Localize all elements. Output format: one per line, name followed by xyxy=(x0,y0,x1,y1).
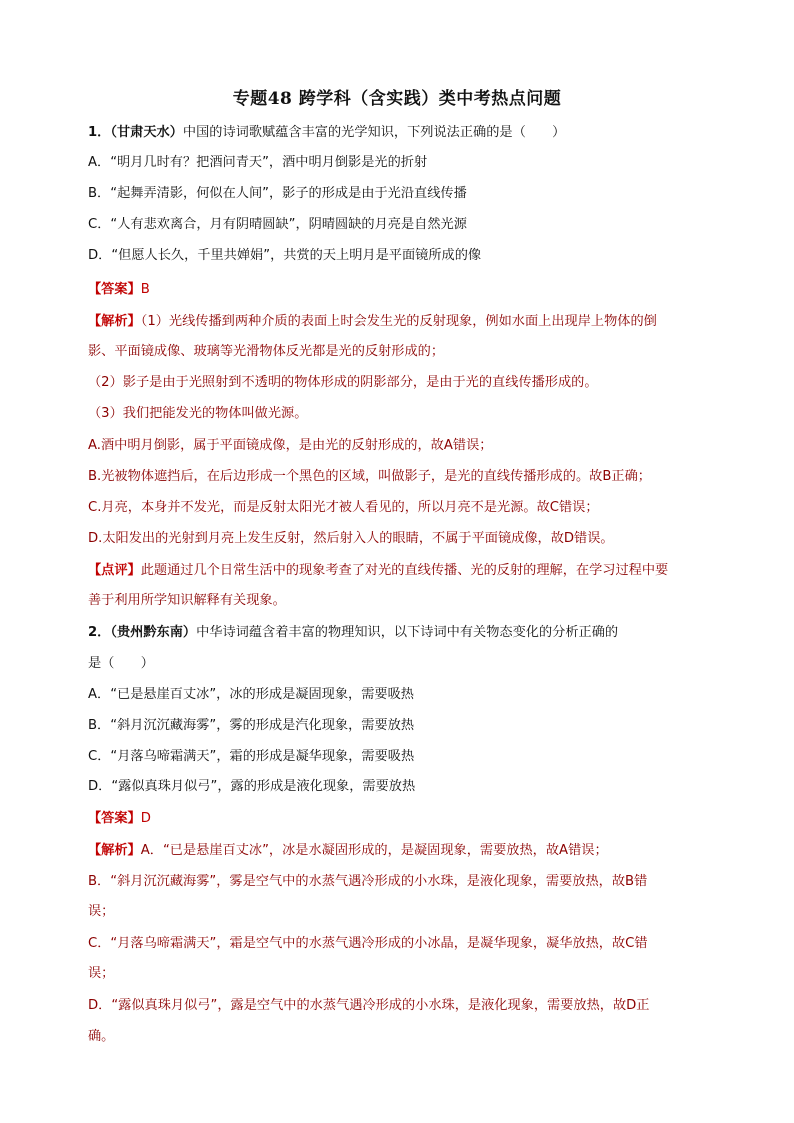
answer-tag: 【答案】 xyxy=(88,811,141,826)
q1-number: 1． xyxy=(88,125,111,140)
q1-comment-line-2: 善于利用所学知识解释有关现象。 xyxy=(88,593,286,608)
q2-option-d: D．“露似真珠月似弓”，露的形成是液化现象，需要放热 xyxy=(88,779,416,794)
answer-tag: 【答案】 xyxy=(88,282,141,297)
page-title: 专题48 跨学科（含实践）类中考热点问题 xyxy=(232,89,562,109)
analysis-tag: 【解析】 xyxy=(88,314,141,329)
q1-comment-line-1 xyxy=(88,561,668,581)
q2-analysis-line-1 xyxy=(88,841,608,861)
q1-analysis-line-7: C.月亮，本身并不发光，而是反射太阳光才被人看见的，所以月亮不是光源。故C错误； xyxy=(88,500,599,515)
analysis-tag: 【解析】 xyxy=(88,843,141,858)
q2-analysis-line-6: D．“露似真珠月似弓”，露是空气中的水蒸气遇冷形成的小水珠，是液化现象，需要放热，故D正 xyxy=(88,998,650,1013)
analysis-text: （1）光线传播到两种介质的表面上时会发生光的反射现象，例如水面上出现岸上物体的倒 xyxy=(140,314,657,329)
q2-number: 2． xyxy=(88,625,111,640)
q2-answer-line xyxy=(88,809,151,829)
q2-analysis-line-7: 确。 xyxy=(88,1029,115,1044)
q1-answer: B xyxy=(140,282,150,297)
q1-source: （甘肃天水） xyxy=(110,125,183,140)
q1-option-c: C．“人有悲欢离合，月有阴晴圆缺”，阴晴圆缺的月亮是自然光源 xyxy=(88,217,467,232)
comment-tag: 【点评】 xyxy=(88,563,141,578)
q2-analysis-line-5: 误； xyxy=(88,966,115,981)
q1-option-a: A．“明月几时有？把酒问青天”，酒中明月倒影是光的折射 xyxy=(88,155,428,170)
q2-analysis-line-4: C．“月落乌啼霜满天”，霜是空气中的水蒸气遇冷形成的小冰晶，是凝华现象，凝华放热，故C错 xyxy=(88,936,648,951)
q2-stem-cont: 是（ ） xyxy=(88,656,154,671)
q1-option-d: D．“但愿人长久，千里共婵娟”，共赏的天上明月是平面镜所成的像 xyxy=(88,248,482,263)
q1-stem-line xyxy=(88,123,565,143)
q1-analysis-line-3: （2）影子是由于光照射到不透明的物体形成的阴影部分，是由于光的直线传播形成的。 xyxy=(88,375,598,390)
q2-stem: 中华诗词蕴含着丰富的物理知识，以下诗词中有关物态变化的分析正确的 xyxy=(196,625,619,640)
q1-option-b: B．“起舞弄清影，何似在人间”，影子的形成是由于光沿直线传播 xyxy=(88,186,467,201)
q2-source: （贵州黔东南） xyxy=(110,625,197,640)
q2-stem-line xyxy=(88,623,618,643)
q1-stem: 中国的诗词歌赋蕴含丰富的光学知识，下列说法正确的是（ ） xyxy=(182,125,566,140)
q1-analysis-line-8: D.太阳发出的光射到月亮上发生反射，然后射入人的眼睛，不属于平面镜成像，故D错误。 xyxy=(88,531,614,546)
q2-option-b: B．“斜月沉沉藏海雾”，雾的形成是汽化现象，需要放热 xyxy=(88,718,415,733)
q1-analysis-line-4: （3）我们把能发光的物体叫做光源。 xyxy=(88,406,308,421)
q2-analysis-line-2: B．“斜月沉沉藏海雾”，雾是空气中的水蒸气遇冷形成的小水珠，是液化现象，需要放热，故B错 xyxy=(88,874,648,889)
q1-analysis-line-6: B.光被物体遮挡后，在后边形成一个黑色的区域，叫做影子，是光的直线传播形成的。故B正确； xyxy=(88,469,651,484)
q1-analysis-line-5: A.酒中明月倒影，属于平面镜成像，是由光的反射形成的，故A错误； xyxy=(88,438,493,453)
q1-analysis-line-2: 影、平面镜成像、玻璃等光滑物体反光都是光的反射形成的； xyxy=(88,344,445,359)
analysis-text: A．“已是悬崖百丈冰”，冰是水凝固形成的，是凝固现象，需要放热，故A错误； xyxy=(140,843,608,858)
q2-answer: D xyxy=(140,811,151,826)
q2-analysis-line-3: 误； xyxy=(88,904,115,919)
q2-option-a: A．“已是悬崖百丈冰”，冰的形成是凝固现象，需要吸热 xyxy=(88,687,414,702)
q1-analysis-line-1 xyxy=(88,312,657,332)
comment-text: 此题通过几个日常生活中的现象考查了对光的直线传播、光的反射的理解，在学习过程中要 xyxy=(140,563,669,578)
q1-answer-line xyxy=(88,280,150,300)
q2-option-c: C．“月落乌啼霜满天”，霜的形成是凝华现象，需要吸热 xyxy=(88,749,415,764)
